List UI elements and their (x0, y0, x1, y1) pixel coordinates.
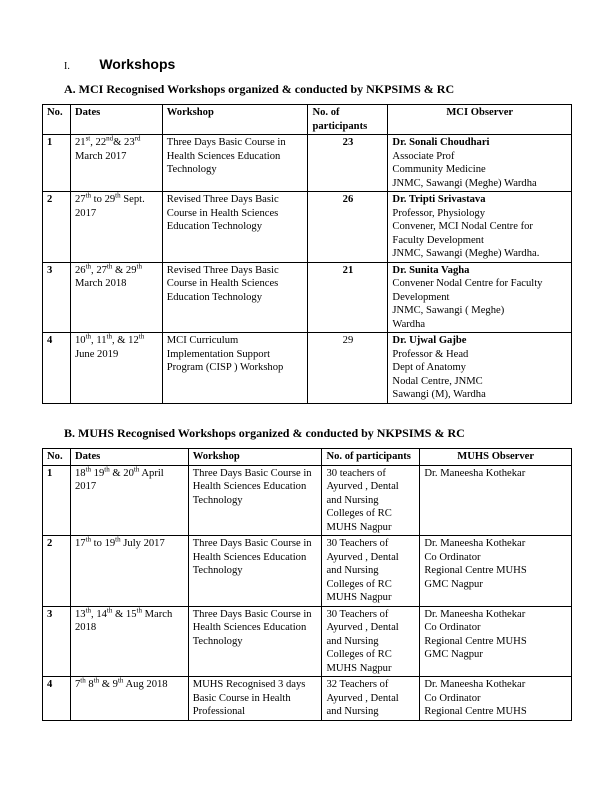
date-part: 27 (74, 194, 86, 205)
observer-detail: Dr. Maneesha Kothekar (424, 608, 526, 620)
header-dates: Dates (70, 449, 188, 466)
date-part: 18 (74, 467, 86, 479)
workshop-name: Three Days Basic Course in Health Sciences Education Technology (162, 135, 308, 192)
participants-cell: 30 Teachers of Ayurved , Dental and Nursing Colleges of RC MUHS Nagpur (322, 536, 420, 607)
date-cell (70, 606, 188, 677)
observer-detail: Co Ordinator (424, 551, 481, 563)
workshop-name: Three Days Basic Course in Health Sciences Education Technology (188, 536, 322, 607)
date-part: , & 12 (111, 335, 139, 346)
date-part: July 2017 (120, 538, 165, 549)
observer-detail: Co Ordinator (424, 622, 481, 633)
date-suffix: th (85, 464, 92, 473)
table-row (43, 606, 572, 677)
table-row (43, 465, 572, 536)
date-part: to 19 (91, 538, 116, 549)
observer-detail: Dr. Maneesha Kothekar (424, 538, 526, 549)
date-suffix: th (85, 261, 92, 270)
observer-cell (388, 333, 572, 404)
section-title: Workshops (99, 56, 176, 72)
header-workshop: Workshop (162, 105, 308, 135)
date-part: 19 (91, 467, 105, 479)
observer-cell (388, 262, 572, 333)
observer-cell (388, 192, 572, 263)
observer-detail: Wardha (392, 318, 426, 330)
date-suffix: th (104, 464, 110, 473)
date-suffix: nd (106, 134, 114, 143)
header-observer: MCI Observer (388, 105, 572, 135)
observer-name: Dr. Sonali Choudhari (392, 137, 490, 148)
date-cell (70, 536, 188, 607)
date-suffix: th (85, 332, 92, 341)
row-number: 4 (43, 333, 71, 404)
date-part: March 2017 (74, 150, 127, 162)
participant-count: 26 (308, 192, 388, 263)
observer-detail: Regional Centre MUHS (424, 565, 527, 576)
date-suffix: th (106, 332, 112, 341)
observer-detail: JNMC, Sawangi ( Meghe) (392, 305, 505, 316)
observer-detail: Professor, Physiology (392, 207, 485, 219)
observer-detail: Convener, MCI Nodal Centre for Faculty Development (392, 221, 533, 246)
observer-name: Dr. Sunita Vagha (392, 264, 470, 276)
date-part: Aug 2018 (123, 679, 168, 690)
table-row (43, 262, 572, 333)
date-part: , 22 (90, 137, 107, 148)
workshop-name: Three Days Basic Course in Health Sciences Education Technology (188, 606, 322, 677)
date-part: 17 (74, 538, 86, 549)
date-part: 13 (74, 608, 86, 620)
observer-name: Dr. Ujwal Gajbe (392, 335, 467, 346)
date-cell (70, 135, 162, 192)
table-header-row (43, 105, 572, 135)
workshop-name: Three Days Basic Course in Health Sciences Education Technology (188, 465, 322, 536)
observer-cell (420, 465, 572, 536)
observer-detail: Dept of Anatomy (392, 362, 466, 373)
date-part: & 29 (112, 264, 137, 276)
date-part: 7 (74, 679, 81, 690)
observer-cell (388, 135, 572, 192)
observer-detail: Dr. Maneesha Kothekar (424, 467, 526, 479)
date-part: & 15 (112, 608, 137, 620)
table-row (43, 333, 572, 404)
date-part: , 27 (91, 264, 107, 276)
date-cell (70, 192, 162, 263)
date-part: & 23 (113, 137, 135, 148)
header-observer: MUHS Observer (420, 449, 572, 466)
workshop-name: MUHS Recognised 3 days Basic Course in Health Professional (188, 677, 322, 721)
date-suffix: th (85, 191, 92, 200)
observer-detail: GMC Nagpur (424, 578, 483, 590)
workshop-name: Revised Three Days Basic Course in Health Sciences Education Technology (162, 192, 308, 263)
observer-detail: GMC Nagpur (424, 649, 483, 660)
part-a-heading: A. MCI Recognised Workshops organized & conducted by NKPSIMS & RC (64, 82, 455, 96)
date-part: & 20 (109, 467, 134, 479)
date-part: , 14 (91, 608, 107, 620)
observer-cell (420, 606, 572, 677)
observer-detail: Regional Centre MUHS (424, 635, 527, 647)
observer-detail: Dr. Maneesha Kothekar (424, 679, 526, 690)
date-suffix: th (93, 676, 100, 685)
header-no: No. (43, 105, 71, 135)
section-heading (64, 56, 175, 74)
date-suffix: th (138, 332, 145, 341)
date-suffix: th (85, 605, 92, 614)
date-cell (70, 465, 188, 536)
date-part: April 2017 (74, 467, 164, 492)
row-number: 1 (43, 135, 71, 192)
part-b-heading: B. MUHS Recognised Workshops organized & conducted by NKPSIMS & RC (64, 426, 465, 440)
date-part: to 29 (91, 194, 116, 205)
observer-detail: Community Medicine (392, 164, 486, 175)
participants-cell: 32 Teachers of Ayurved , Dental and Nursing (322, 677, 420, 721)
workshop-name: MCI Curriculum Implementation Support Program (CISP ) Workshop (162, 333, 308, 404)
observer-detail: Nodal Centre, JNMC (392, 375, 483, 387)
observer-cell (420, 677, 572, 721)
date-part: June 2019 (74, 348, 119, 360)
observer-cell (420, 536, 572, 607)
date-part: March 2018 (74, 278, 127, 289)
observer-detail: Associate Prof (392, 150, 455, 162)
date-part: March 2018 (74, 608, 173, 633)
date-part: 8 (85, 679, 94, 690)
date-suffix: th (136, 605, 142, 614)
observer-detail: Professor & Head (392, 348, 469, 360)
header-no (43, 449, 71, 466)
date-suffix: th (106, 605, 113, 614)
observer-name: Dr. Tripti Srivastava (392, 194, 486, 205)
observer-detail: JNMC, Sawangi (Meghe) Wardha (392, 177, 537, 189)
date-suffix: th (80, 676, 86, 685)
row-number: 4 (43, 677, 71, 721)
row-number: 3 (43, 262, 71, 333)
observer-detail: JNMC, Sawangi (Meghe) Wardha. (392, 248, 540, 259)
table-row (43, 135, 572, 192)
row-number: 2 (43, 536, 71, 607)
date-suffix: st (85, 134, 91, 143)
date-cell (70, 262, 162, 333)
muhs-workshops-table (42, 448, 572, 721)
observer-detail: Convener Nodal Centre for Faculty Development (392, 278, 543, 303)
table-row (43, 677, 572, 721)
date-cell (70, 333, 162, 404)
header-no-label: No. (47, 451, 63, 462)
participant-count: 21 (308, 262, 388, 333)
participants-cell: 30 Teachers of Ayurved , Dental and Nursing Colleges of RC MUHS Nagpur (322, 606, 420, 677)
date-suffix: th (85, 535, 92, 544)
date-part: 10 (74, 335, 86, 346)
date-part: 21 (74, 137, 86, 148)
date-cell (70, 677, 188, 721)
date-part: 26 (74, 264, 86, 276)
participants-cell: 30 teachers of Ayurved , Dental and Nursing Colleges of RC MUHS Nagpur (322, 465, 420, 536)
date-suffix: rd (134, 134, 141, 143)
date-suffix: th (115, 535, 121, 544)
header-dates: Dates (70, 105, 162, 135)
observer-detail: Sawangi (M), Wardha (392, 389, 486, 400)
workshop-name: Revised Three Days Basic Course in Health Sciences Education Technology (162, 262, 308, 333)
participant-count: 29 (308, 333, 388, 404)
table-row (43, 192, 572, 263)
date-suffix: th (115, 191, 121, 200)
date-part: , 11 (91, 335, 107, 346)
header-workshop: Workshop (188, 449, 322, 466)
date-suffix: th (117, 676, 124, 685)
date-suffix: th (133, 464, 140, 473)
observer-detail: Regional Centre MUHS (424, 706, 527, 717)
section-number: I. (64, 61, 70, 72)
observer-detail: Co Ordinator (424, 692, 481, 704)
mci-workshops-table (42, 104, 572, 404)
date-suffix: th (106, 261, 113, 270)
header-participants: No. of participants (322, 449, 420, 466)
table-row (43, 536, 572, 607)
row-number: 2 (43, 192, 71, 263)
row-number: 3 (43, 606, 71, 677)
header-participants: No. of participants (308, 105, 388, 135)
participant-count: 23 (308, 135, 388, 192)
table-header-row (43, 449, 572, 466)
date-suffix: th (136, 261, 142, 270)
row-number: 1 (43, 465, 71, 536)
date-part: & 9 (99, 679, 118, 690)
date-part: Sept. 2017 (74, 194, 145, 219)
